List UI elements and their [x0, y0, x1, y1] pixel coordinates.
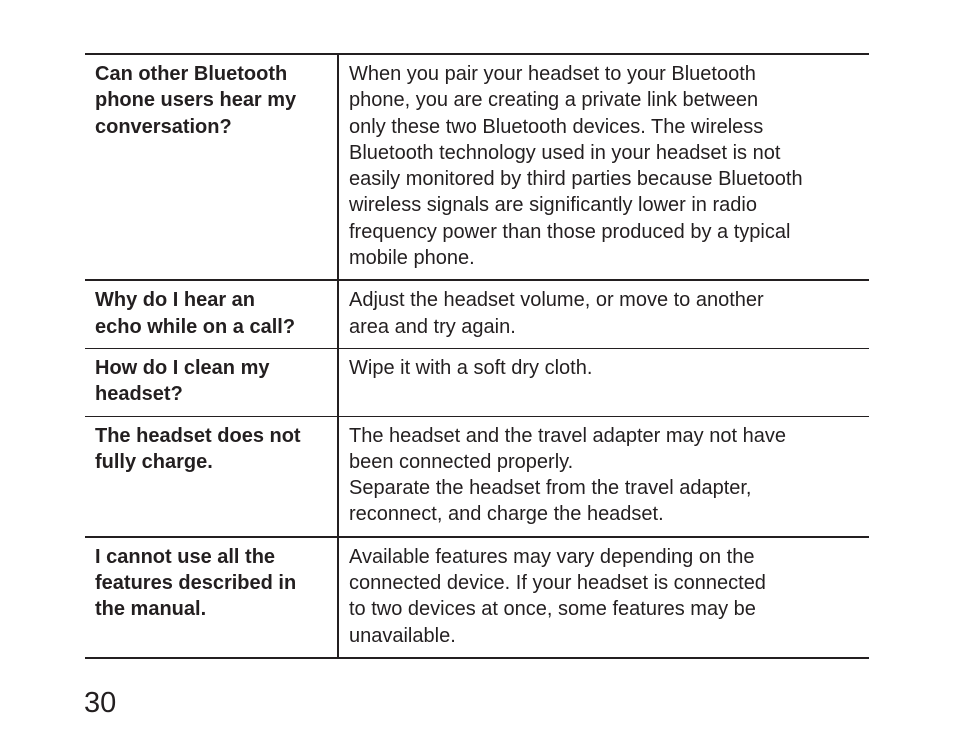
faq-answer [338, 348, 869, 416]
faq-row [85, 416, 869, 537]
faq-table [85, 53, 869, 659]
answer-line: mobile phone. [349, 247, 475, 270]
answer-line: only these two Bluetooth devices. The wireless [349, 115, 764, 138]
page-number: 30 [84, 687, 117, 719]
question-line: headset? [95, 383, 183, 406]
answer-line: easily monitored by third parties because Bluetooth [349, 168, 803, 191]
answer-line: Available features may vary depending on the [349, 545, 755, 568]
answer-line: been connected properly. [349, 450, 574, 473]
question-line: phone users hear my [95, 89, 297, 112]
faq-question [85, 416, 338, 537]
faq-row [85, 348, 869, 416]
answer-line: to two devices at once, some features may be [349, 598, 756, 621]
faq-answer [338, 537, 869, 658]
question-line: the manual. [95, 598, 207, 621]
question-line: conversation? [95, 115, 232, 138]
answer-line: reconnect, and charge the headset. [349, 503, 664, 526]
answer-line: frequency power than those produced by a typical [349, 220, 791, 243]
question-line: features described in [95, 572, 297, 595]
answer-line: The headset and the travel adapter may not have [349, 424, 786, 447]
question-line: Can other Bluetooth [95, 63, 288, 85]
question-line: fully charge. [95, 450, 213, 473]
question-line: Why do I hear an [95, 289, 256, 312]
faq-row [85, 54, 869, 280]
faq-question [85, 280, 338, 348]
question-line: echo while on a call? [95, 315, 296, 338]
question-line: How do I clean my [95, 356, 270, 379]
answer-line: connected device. If your headset is connected [349, 572, 766, 595]
answer-line: Separate the headset from the travel adapter, [349, 477, 752, 500]
faq-row [85, 280, 869, 348]
faq-question [85, 348, 338, 416]
faq-question [85, 537, 338, 658]
faq-question [85, 54, 338, 280]
answer-line: area and try again. [349, 315, 516, 338]
faq-answer [338, 416, 869, 537]
answer-line: wireless signals are significantly lower in radio [349, 194, 757, 217]
answer-line: Bluetooth technology used in your headset is not [349, 141, 781, 164]
question-line: I cannot use all the [95, 545, 276, 568]
answer-line: Wipe it with a soft dry cloth. [349, 356, 593, 379]
answer-line: Adjust the headset volume, or move to another [349, 289, 764, 312]
answer-line: unavailable. [349, 624, 456, 647]
faq-answer [338, 280, 869, 348]
question-line: The headset does not [95, 424, 301, 447]
faq-row [85, 537, 869, 658]
faq-answer [338, 54, 869, 280]
answer-line: phone, you are creating a private link between [349, 89, 759, 112]
answer-line: When you pair your headset to your Bluetooth [349, 63, 756, 85]
